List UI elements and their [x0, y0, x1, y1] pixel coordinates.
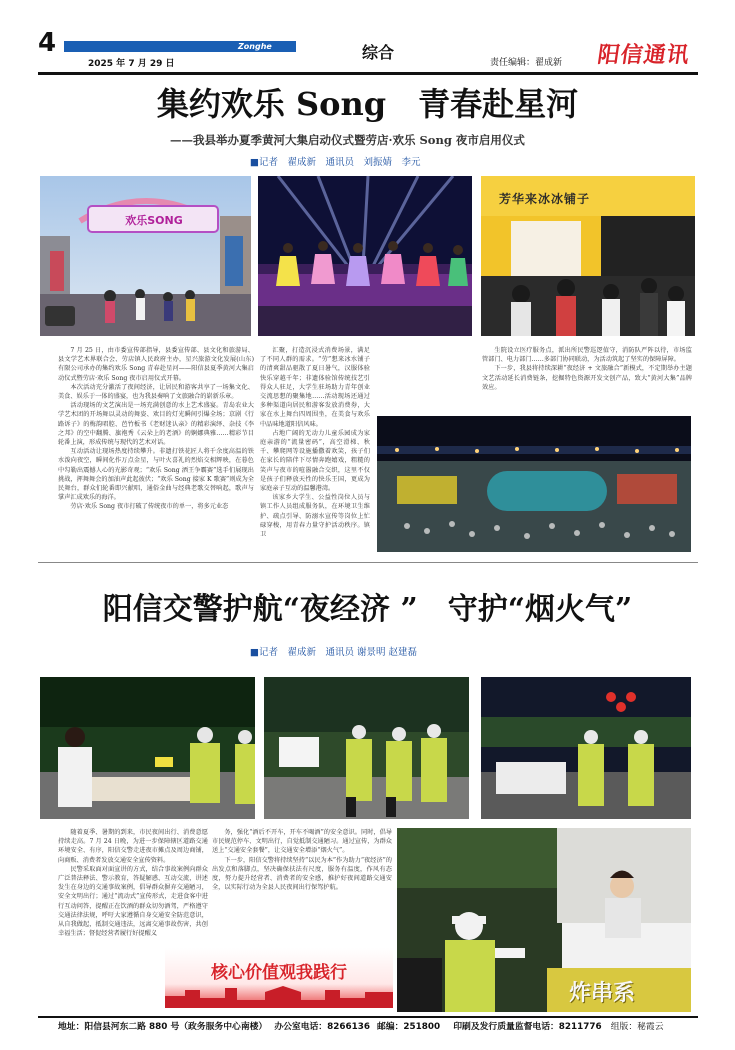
masthead: [38, 28, 698, 74]
photo-police-street: [264, 677, 469, 819]
stall-sign-text: 炸串系: [569, 981, 636, 1006]
photo-police-flyer-stall: [40, 677, 255, 819]
paragraph: 民警采取面对面宣讲的方式，结合事故案例向群众广泛普法释法、警示教育，答疑解惑、互动交流，讲述发生在身边的交通事故案例，倡导群众摒弃交通陋习，安全文明出行；通过“流动式”宣传形式，走进食客中进行互动问答，提醒正在饮酒的群众切勿酒驾，严格遵守交通法律法规，呼吁大家遵循自身交通安全防范意识，从自我做起，抵制交通违法，远离交通事故伤害，共创幸福生活；督促经营者履行好提醒义: [58, 865, 208, 938]
photo-ice-shop: [481, 176, 695, 336]
paragraph: 占地广阔的无动力儿童乐园成为家庭亲游的“流量密码”，高空滑梯、秋千、攀爬网等设施播撒着欢笑，孩子们在家长的陪伴下尽情奔跑嬉戏，粗糙的笑声与夜市的喧嚣融合交织，这里不仅是孩子们释放天性的快乐王国，更成为家庭亲子互动的温馨港湾。: [260, 429, 370, 493]
page-number: 4: [38, 28, 57, 58]
section-divider: [38, 562, 698, 563]
paper-name-logo: 阳信通讯: [595, 42, 692, 68]
masthead-rule: [38, 72, 698, 75]
footer-print-phone: 印刷及发行质量监督电话：8211776: [453, 1022, 602, 1032]
paragraph: 7 月 25 日，由市委宣传部指导，县委宣传部、县文化和旅游局、县文学艺术界联合会、劳店镇人民政府主办，星兴旅游文化发展(山东)有限公司承办的集约欢乐 Song 青春赴星河——阳信县夏季黄河大集启动仪式暨劳店·欢乐 Song 夜市启用仪式开幕。: [58, 347, 254, 382]
section-title: 综合: [362, 43, 395, 62]
article1-byline: ■记者 翟成新 通讯员 刘振婧 李元: [250, 157, 421, 168]
photo-stage-dancers: [258, 176, 472, 336]
article2-column-2: [212, 828, 392, 938]
article1-title: 集约欢乐 Song 青春赴星河: [156, 85, 579, 123]
paragraph: 汇聚，打造沉浸式消费场景，满足了不同人群的需求。“劳”想来冰水铺子的清爽甜品驱散了夏日暑气，汉服体验快乐穿越千年；非遗体验馆传统技艺引得众人驻足，大学生驻场助力青年创业交流思想的聚集地……活动现场还通过多种渠道向居民和游客发放消费券，大家在水上舞台四周围坐，在美食与欢乐中品味地道阳信风味。: [260, 347, 370, 428]
article1-subtitle: ——我县举办夏季黄河大集启动仪式暨劳店·欢乐 Song 夜市启用仪式: [170, 133, 525, 147]
gate-sign-text: 欢乐SONG: [125, 214, 183, 227]
footer-compositor: 组版：秘霞云: [610, 1022, 664, 1032]
paragraph: 生院设立医疗服务点，派出所民警巡逻值守，消防队严阵以待，市场监管部门、电力部门……多部门协同联动，为活动筑起了坚实的保障屏障。: [482, 347, 692, 364]
paragraph: 下一步，我县将持续深耕“夜经济 + 文旅融合”新模式，不定期举办主题文艺活动延长消费链条，挖掘特色资源开发文创产品，致大“黄河大集”品牌效应。: [482, 365, 692, 391]
paragraph: 活动现场的文艺演出是一场充满创意的水上艺术盛宴。青岛农业大学艺术团的开场舞以灵动的舞姿、欢目的灯光瞬间引爆全场；京剧《行路诉子》的梅韵唱腔、芭竹板书《老财迷认亲》的精彩演绎、杂技《李之邦》的空中翻腾、旗袍秀《云朵上的老酒》的婀娜典雅……精彩节目轮番上演，形成传统与现代的艺术对话。: [58, 402, 254, 447]
photo-night-square: [377, 416, 691, 552]
footer: [58, 1021, 698, 1035]
footer-office-phone: 办公室电话：8266136: [274, 1022, 370, 1032]
photo-officer-food-stall: [397, 828, 691, 1012]
footer-address: 地址：阳信县河东二路 880 号（政务服务中心南楼）: [58, 1022, 268, 1032]
paragraph: 务，强化“酒后不开车，开车不喝酒”的安全意识。同时，倡导市民规范停车、文明出行，自觉抵制交通陋习。通过宣传，为群众送上“交通安全套餐”，让交通安全增添“烟火气”。: [212, 829, 392, 855]
paragraph: 随着夏季、暑期的到来，市民夜间出行、消费意愿持续走高。7 月 24 日晚，为进一步保障辖区道路交通环境安全、有序，阳信交警走进夜市摊点及周边商铺，向商贩、消费者发放交通安全宣传资料。: [58, 829, 208, 864]
ice-shop-sign: 芳华来冰冰铺子: [499, 192, 591, 206]
paragraph: 下一步，阳信交警将持续坚持“以民为本”作为助力“夜经济”的出发点和落脚点，坚决确保扶法有尺度，服务有温度，作风有态度，努力提升经营者、消费者的安全感，推护好夜间道路交通安全，以实际行动为全县人民夜间出行保驾护航。: [212, 856, 392, 892]
article1-column-3: [482, 346, 692, 412]
article2-column-1-tail: [58, 950, 144, 1012]
banner-skyline: [165, 982, 393, 1008]
article1-column-2: [260, 346, 370, 552]
article2-column-1: [58, 828, 208, 950]
banner-text: 核心价值观我践行: [211, 963, 347, 983]
paragraph: 本次活动充分激活了夜间经济，让居民和游客共享了一场集文化、美食、娱乐于一体的盛宴，也为我县奏响了文旅融合的崭新乐章。: [58, 383, 254, 401]
article2-byline: ■记者 翟成新 通讯员 谢景明 赵建磊: [250, 647, 418, 658]
paragraph: 劳店·欢乐 Song 夜市打破了传统夜市的单一，将多元业态: [70, 503, 229, 511]
core-values-banner: [165, 948, 393, 1008]
paragraph: 互动活动让现场热度持续攀升。非遗打铁花匠人将千余度高温的铁水泼向夜空，瞬间化作万点金星，与叶火喜礼的烈焰交相辉映，在暮色中勾勒出震撼人心的光影奇观；“欢乐 Song 洒王争霸赛”选手们展现出挑战，挥舞舞会的加油声此起彼伏；“欢乐 Song 接家 K 歌赛”则成为全民舞台，群众们轮番即兴献唱，通俗金曲与经典老歌交替响起，歌声与掌声汇成欢乐的海洋。: [58, 448, 254, 502]
photo-night-market-gate: [40, 176, 251, 336]
photo-police-stall-night: [481, 677, 691, 819]
footer-postcode: 邮编：251800: [377, 1022, 441, 1032]
editor-credit: 责任编辑：翟成新: [490, 58, 563, 68]
article2-title: 阳信交警护航“夜经济 ” 守护“烟火气”: [102, 592, 633, 627]
article1-column-1: [58, 346, 254, 552]
paragraph: 该家乡大学生、公益性岗位人员与镇工作人员组成服务队，在环境卫生维护、疏点引导、防溺水宣传等岗位上忙碌穿梭，用青春力量守护活动秩序。镇卫: [260, 494, 370, 539]
footer-rule: [38, 1016, 698, 1018]
section-en: Zonghe: [238, 42, 272, 51]
issue-date: 2025 年 7 月 29 日: [88, 59, 175, 69]
